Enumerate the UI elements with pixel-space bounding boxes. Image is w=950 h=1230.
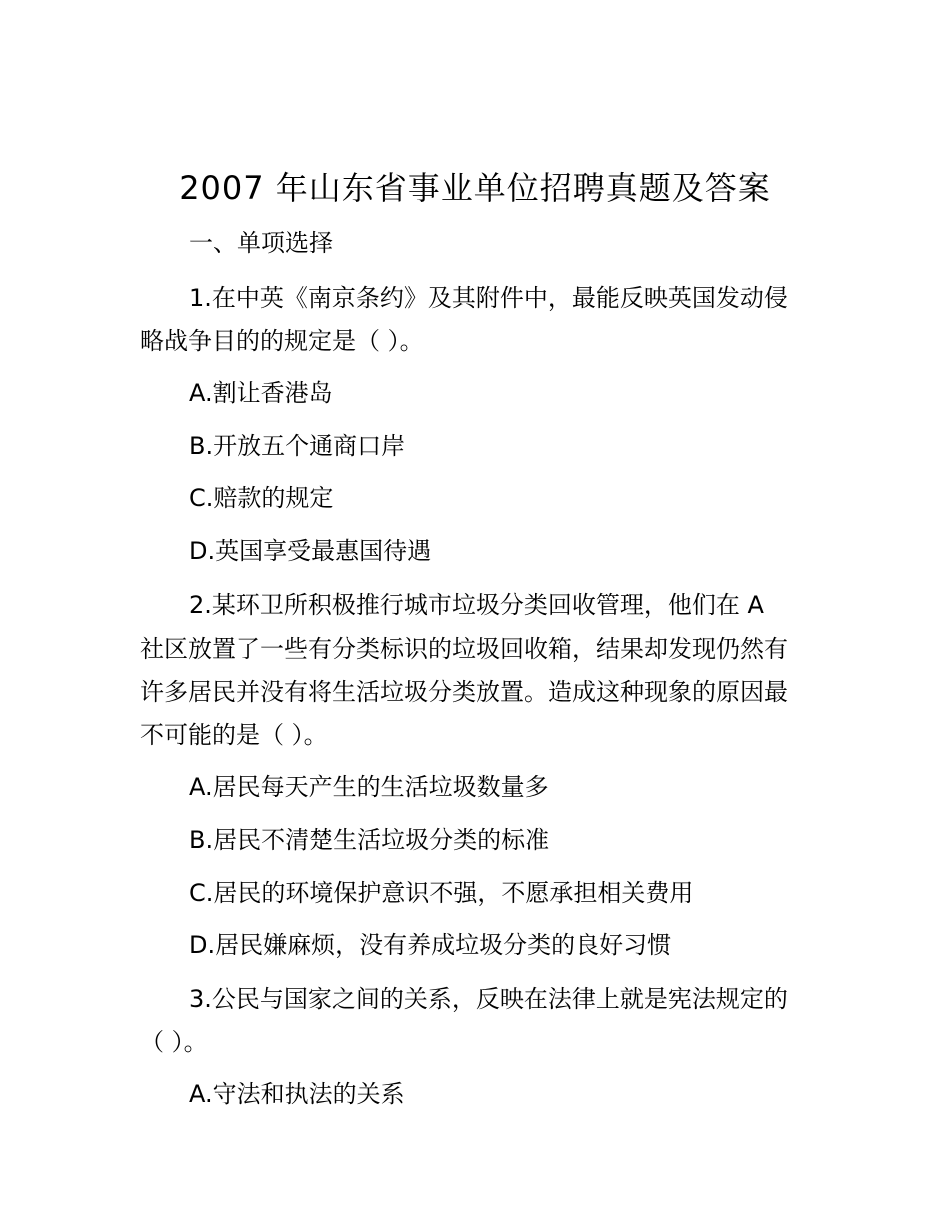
- document-title: 2007 年山东省事业单位招聘真题及答案: [179, 169, 771, 207]
- question-2-option-b: B.居民不清楚生活垃圾分类的标准: [189, 826, 550, 854]
- question-2-option-c: C.居民的环境保护意识不强，不愿承担相关费用: [189, 879, 694, 907]
- question-1-option-d: D.英国享受最惠国待遇: [189, 537, 432, 565]
- question-3-stem-line-1: 3.公民与国家之间的关系，反映在法律上就是宪法规定的: [189, 985, 788, 1013]
- question-2-stem-line-4: 不可能的是（ ）。: [140, 721, 328, 749]
- question-3-stem-line-2: （ ）。: [140, 1028, 208, 1056]
- question-1-option-b: B.开放五个通商口岸: [189, 432, 406, 460]
- question-1-option-a: A.割让香港岛: [189, 379, 333, 407]
- question-2-stem-line-3: 许多居民并没有将生活垃圾分类放置。造成这种现象的原因最: [140, 678, 788, 706]
- question-2-stem-line-2: 社区放置了一些有分类标识的垃圾回收箱，结果却发现仍然有: [140, 635, 788, 663]
- question-1-option-c: C.赔款的规定: [189, 484, 334, 512]
- question-2-option-a: A.居民每天产生的生活垃圾数量多: [189, 773, 549, 801]
- question-3-option-a: A.守法和执法的关系: [189, 1080, 405, 1108]
- question-1-stem-line-2: 略战争目的的规定是（ ）。: [140, 327, 424, 355]
- question-2-stem-line-1: 2.某环卫所积极推行城市垃圾分类回收管理，他们在 A: [189, 591, 764, 619]
- question-2-option-d: D.居民嫌麻烦，没有养成垃圾分类的良好习惯: [189, 931, 672, 959]
- question-1-stem-line-1: 1.在中英《南京条约》及其附件中，最能反映英国发动侵: [189, 284, 788, 312]
- section-heading: 一、单项选择: [189, 229, 333, 257]
